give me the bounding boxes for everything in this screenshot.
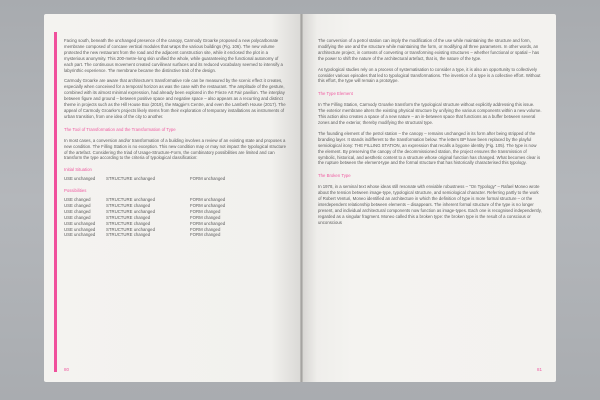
paragraph: As typological studies rely on a process of systematisation to consider a type, it is also an opportunity to collectively consider various episodes that led to typological transformations. The invention of a type is a collective effort. Without this effort, the type will remain a prototype.: [318, 66, 541, 84]
cell-use: USE changed: [64, 214, 91, 220]
cell-use: USE changed: [64, 197, 91, 203]
cell-use: USE unchanged: [64, 176, 96, 182]
paragraph: Carmody Groarke are aware that architecture's transformative role can be measured by the scenic effect it creates, especially when conceived for a temporal horizon as was the case with the restaurant. The amplitude of the gesture, combined with its almost minimal expression, had already been explored in the Frieze Art Fair pavilion. The interplay between figure and ground – between positive space and negative space – also appears as a recurring and distinct theme in projects such as the Hill House Box (2019), the Maggie's Centre, and even the Lambeth House (2017). The appeal of Carmody Groarke's projects likely stems from their exploration of temporary installations as instruments of urban transition, from one idea of the city to another.: [64, 78, 286, 119]
possibilities-label: Possibilities: [64, 188, 87, 194]
cell-form: FORM unchanged: [190, 176, 226, 182]
paragraph: In most cases, a conversion and/or transformation of a building involves a review of an existing state and proposes a new condition. The Filling Station is no exception. This new condition may or may not impact the typological structure of the artefact. Considering the triad of Usage-Structure-Form, the combinatory possibilities are limited and can transform the type according to the criteria of typological classification:: [64, 137, 286, 161]
cell-structure: STRUCTURE unchanged: [106, 176, 155, 182]
cell-use: USE unchanged: [64, 232, 96, 238]
cell-form: FORM unchanged: [190, 220, 226, 226]
cell-use: USE unchanged: [64, 220, 96, 226]
paragraph: The founding element of the petrol station – the canopy – remains unchanged in its form after being stripped of the branding layer. It stands indifferent to the transformation below. The letters BP have been replaced by the playful semiological irony: THE FILLING STATION, an expression that recalls a bygone identity (Fig. 105). The type is now the element. By preserving the canopy of the decommissioned station, the project ensures the transmission of symbolic, historical, and aesthetic content to a structure whose original function has changed. What becomes clear is the rupture between the element-type and the formal structure that has historically characterised this typology.: [318, 130, 541, 166]
left-text-column: [64, 38, 286, 238]
cell-form: FORM changed: [190, 208, 221, 214]
left-page: [44, 14, 302, 382]
cell-structure: STRUCTURE changed: [106, 214, 151, 220]
open-book: [44, 14, 556, 382]
cell-form: FORM changed: [190, 214, 221, 220]
right-text-column: [318, 38, 542, 231]
cell-structure: STRUCTURE changed: [106, 202, 151, 208]
cell-structure: STRUCTURE unchanged: [106, 226, 155, 232]
page-number: 80: [64, 367, 70, 372]
cell-use: USE changed: [64, 208, 91, 214]
section-heading: The Tool of Transformation and the Transformation of Type: [64, 126, 176, 132]
cell-use: USE unchanged: [64, 226, 96, 232]
cell-form: FORM unchanged: [190, 197, 226, 203]
page-number: 81: [536, 367, 542, 372]
cell-structure: STRUCTURE changed: [106, 220, 151, 226]
cell-structure: STRUCTURE changed: [106, 232, 151, 238]
table-row: [64, 232, 286, 238]
paragraph: Facing south, beneath the unchanged presence of the canopy, Carmody Groarke proposed a new polycarbonate membrane composed of concave vertical modules that wraps the various buildings (Fig. 106). The new volume protected the new restaurant from the road and the adjacent construction site, while it enclosed the plot in a mysterious anonymity. This 200-metre-long skin unified the whole, while guaranteeing the functional autonomy of each part. The continuous movement created curvilinear surfaces and its reduced vocabulary seemed to intensify a labyrinthic experience. The membrane became the distinctive trait of the design.: [64, 38, 283, 73]
table-row: [64, 176, 286, 182]
cell-form: FORM changed: [190, 226, 221, 232]
right-page: [302, 14, 556, 382]
cell-structure: STRUCTURE unchanged: [106, 197, 155, 203]
section-heading: The Type Element: [318, 91, 353, 97]
paragraph: The conversion of a petrol station can imply the modification of the use while maintaining the structure and form, modifying the use and the structure while maintaining the form, or modifying all three parameters. In other words, an architecture project, in contexts of converting or transforming existing structures – whether functional or spatial – has the power to shift the nature of the architectural artefact, that is, the nature of the type.: [318, 38, 540, 61]
cell-structure: STRUCTURE unchanged: [106, 208, 155, 214]
paragraph: In The Filling Station, Carmody Groarke transform the typological structure without explicitly addressing this issue. The exterior membrane alters the existing physical structure by unifying the various components within a new volume. This action also creates a space of a new nature – an in-between space that functions as a buffer between several zones and the exterior, thereby modifying the structural type.: [318, 102, 542, 125]
cell-use: USE changed: [64, 202, 91, 208]
cell-form: FORM changed: [190, 232, 221, 238]
paragraph: In 1978, in a seminal text whose ideas still resonate with enviable robustness – "On Typology" – Rafael Moneo wrote about the tension between image-type, typological structure, and semiological character. Referring partly to the work of Robert Venturi, Moneo identified an architecture in which the definition of type is more formal structure – or the interdependent relationship between elements – disappears. The inherent formal structure of the type is no longer present, and individual architectural components now function as image-types. Each one is recognised independently, regarded as a singular fragment. Moneo called this a broken type: the broken type is the result of a conscious or unconscious: [318, 184, 542, 225]
cell-form: FORM unchanged: [190, 202, 226, 208]
section-heading: The Broken Type: [318, 173, 351, 179]
book-spine: [300, 14, 303, 382]
pink-edge-strip: [54, 32, 57, 372]
initial-situation-label: Initial Situation: [64, 167, 92, 173]
